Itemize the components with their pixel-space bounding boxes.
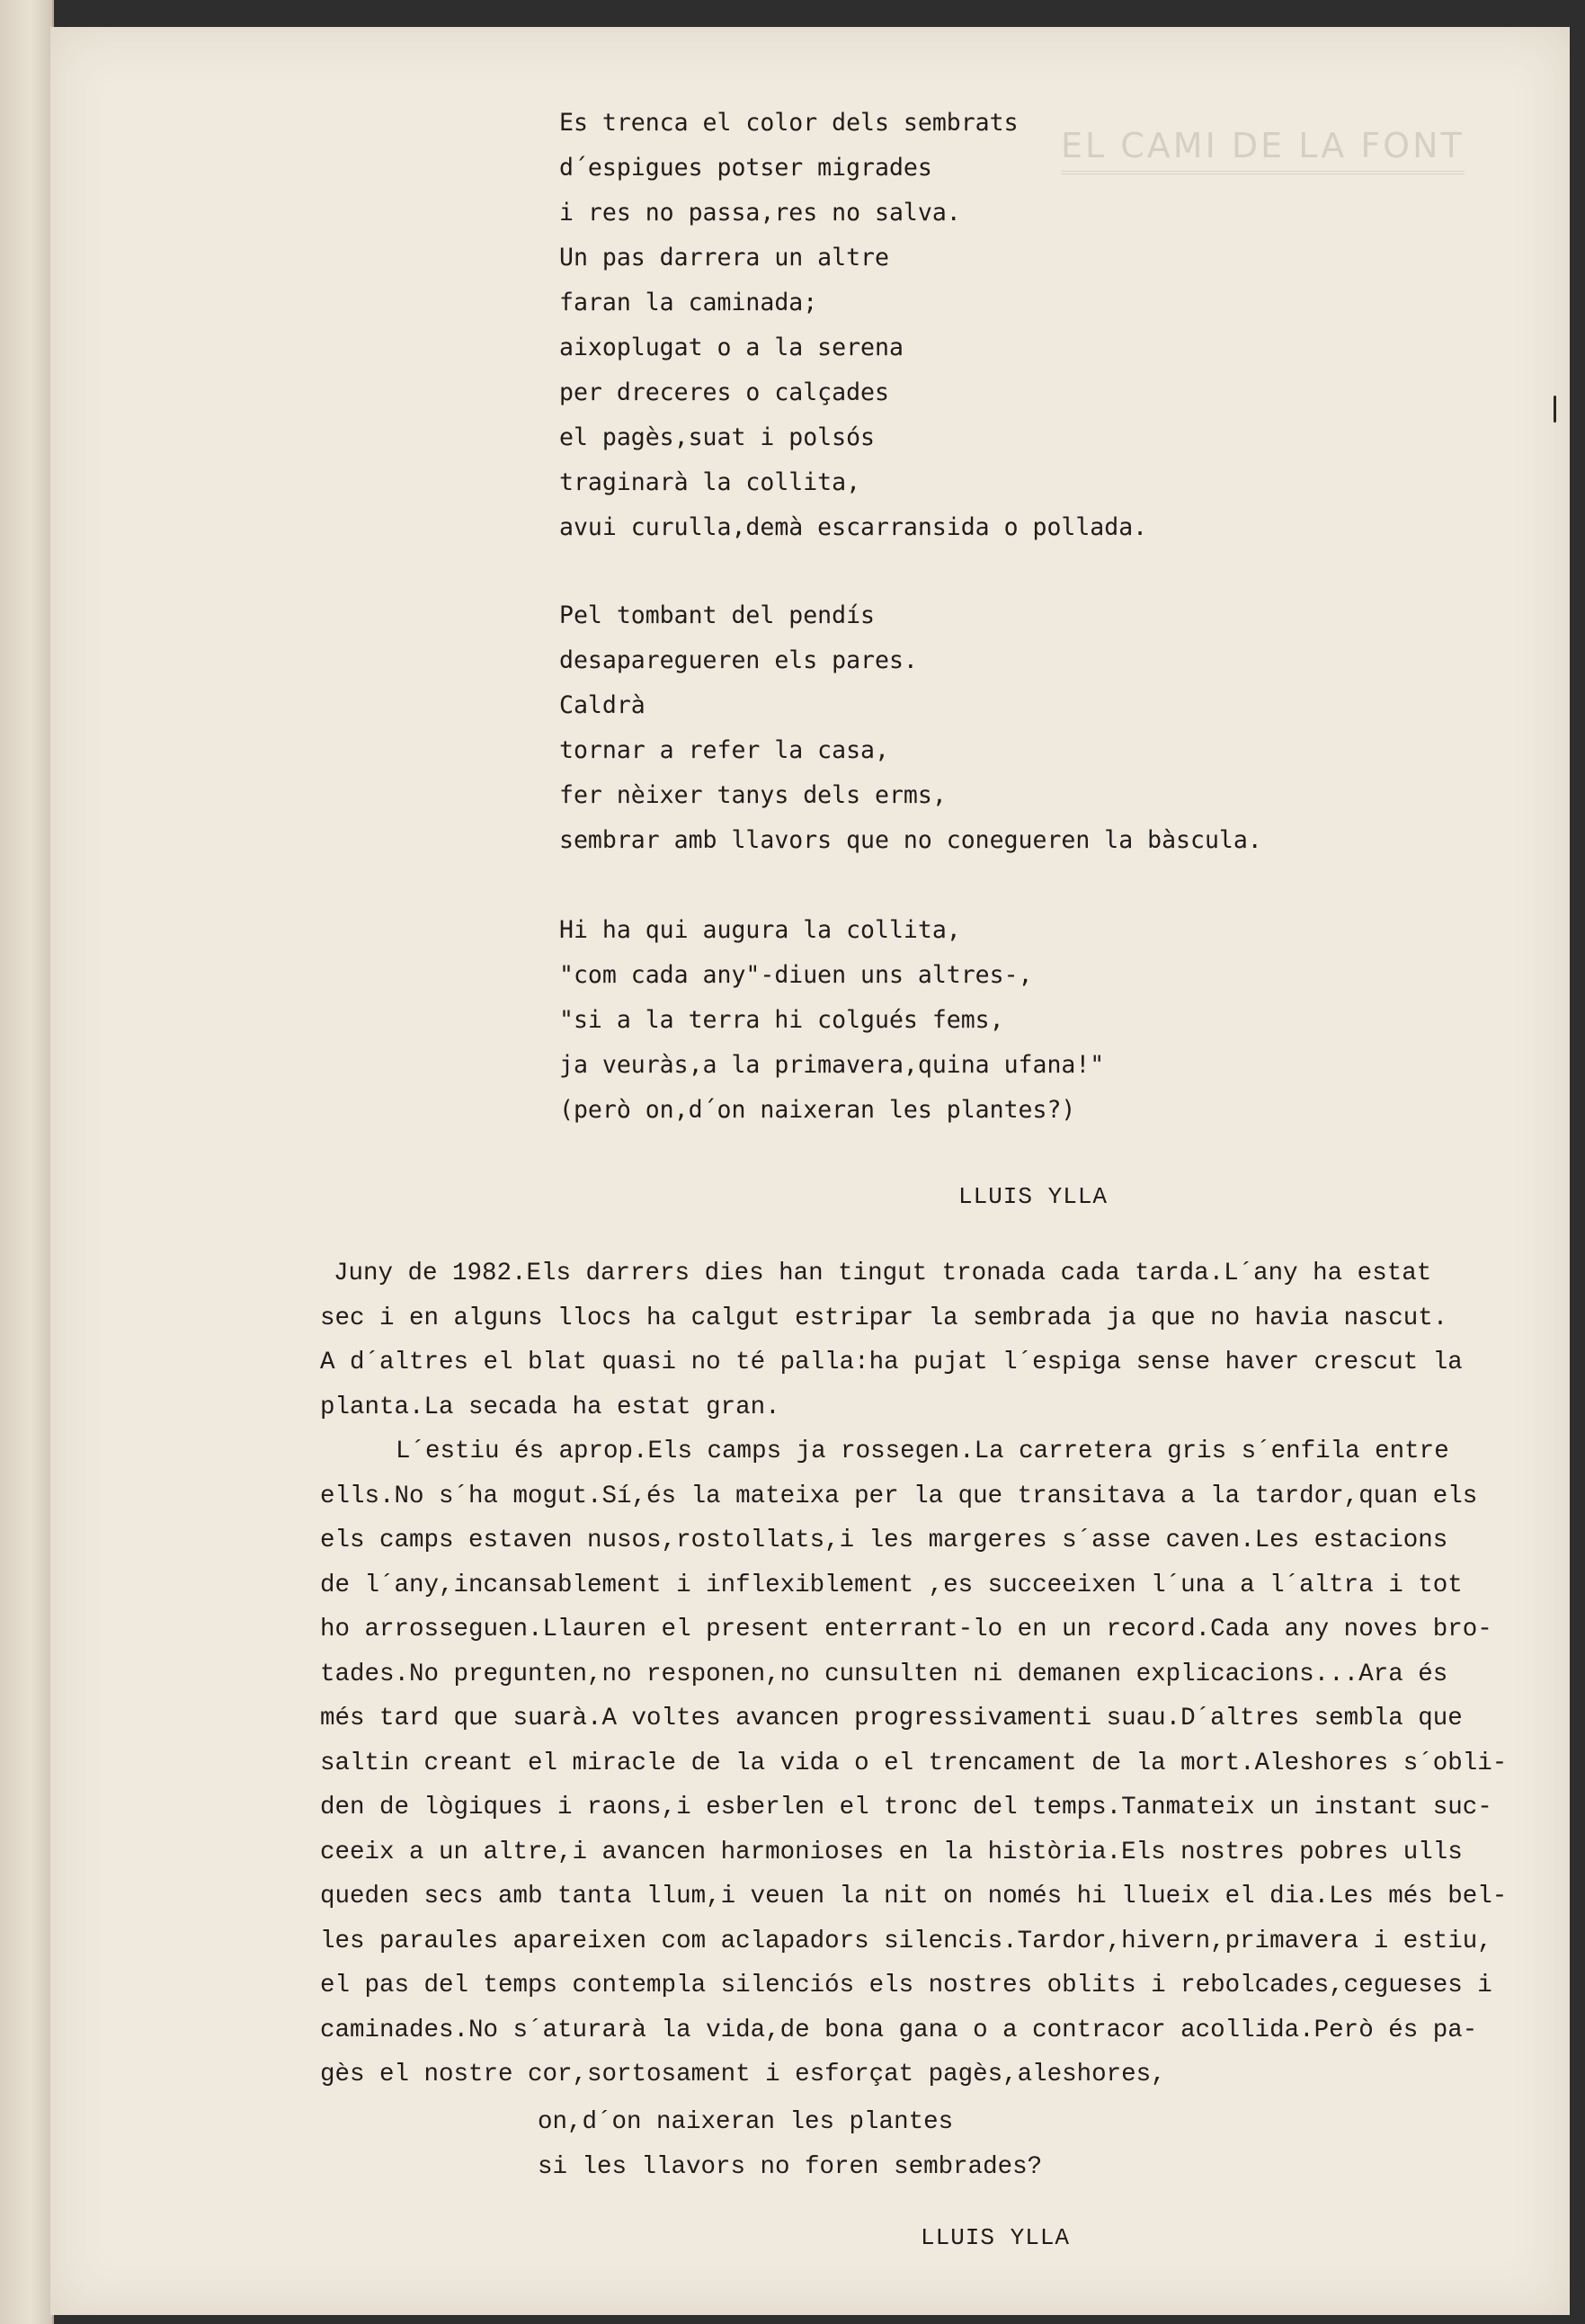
- bleed-through-title: EL CAMI DE LA FONT: [1061, 126, 1465, 174]
- poem-line: Es trenca el color dels sembrats: [559, 109, 1019, 137]
- prose-line: ceeix a un altre,i avancen harmonioses en la història.Els nostres pobres ulls: [320, 1838, 1463, 1866]
- prose-line: sec i en alguns llocs ha calgut estripar la sembrada ja que no havia nascut.: [320, 1304, 1448, 1332]
- prose-line: les paraules apareixen com aclapadors silencis.Tardor,hivern,primavera i estiu,: [320, 1927, 1492, 1955]
- poem-line: "si a la terra hi colgués fems,: [559, 1006, 1004, 1034]
- prose-line: caminades.No s´aturarà la vida,de bona gana o a contracor acollida.Però és pa-: [320, 2016, 1478, 2044]
- poem-line: el pagès,suat i polsós: [559, 423, 875, 451]
- poem-author: LLUIS YLLA: [958, 1183, 1109, 1210]
- poem-stanza-1: [559, 101, 1147, 550]
- poem-line: Pel tombant del pendís: [559, 601, 875, 629]
- prose-line: ells.No s´ha mogut.Sí,és la mateixa per la que transitava a la tardor,quan els: [320, 1482, 1478, 1510]
- poem-line: i res no passa,res no salva.: [559, 199, 961, 227]
- poem-line: aixoplugat o a la serena: [559, 334, 904, 361]
- left-page-edge: [0, 0, 54, 2324]
- poem-stanza-2: [559, 593, 1262, 863]
- prose-line: Juny de 1982.Els darrers dies han tingut tronada cada tarda.L´any ha estat: [334, 1260, 1432, 1287]
- paper-mark: [1554, 396, 1556, 423]
- prose-line: L´estiu és aprop.Els camps ja rossegen.La carretera gris s´enfila entre: [396, 1438, 1449, 1465]
- poem-line: desaparegueren els pares.: [559, 646, 918, 674]
- poem-line: (però on,d´on naixeran les plantes?): [559, 1096, 1076, 1124]
- poem-line: sembrar amb llavors que no conegueren la bàscula.: [559, 826, 1262, 854]
- prose-line: ho arrosseguen.Llauren el present enterrant-lo en un record.Cada any noves bro-: [320, 1616, 1492, 1643]
- prose-line: els camps estaven nusos,rostollats,i les margeres s´asse caven.Les estacions: [320, 1527, 1448, 1554]
- poem-stanza-3: [559, 908, 1104, 1133]
- prose-line: planta.La secada ha estat gran.: [320, 1393, 780, 1421]
- prose-line: de l´any,incansablement i inflexiblement ,es succeeixen l´una a l´altra i tot: [320, 1571, 1463, 1599]
- poem-line: "com cada any"-diuen uns altres-,: [559, 961, 1033, 989]
- prose-line: queden secs amb tanta llum,i veuen la nit on només hi llueix el dia.Les més bel-: [320, 1883, 1508, 1910]
- closing-line: si les llavors no foren sembrades?: [538, 2153, 1043, 2181]
- poem-line: ja veuràs,a la primavera,quina ufana!": [559, 1051, 1105, 1079]
- poem-line: Caldrà: [559, 691, 646, 719]
- closing-lines: [538, 2100, 1042, 2190]
- poem-line: Hi ha qui augura la collita,: [559, 916, 961, 944]
- poem-line: traginarà la collita,: [559, 468, 861, 496]
- poem-line: tornar a refer la casa,: [559, 736, 889, 764]
- prose-paragraphs: [320, 1251, 1508, 2097]
- prose-line: tades.No pregunten,no responen,no cunsulten ni demanen explicacions...Ara és: [320, 1660, 1448, 1688]
- poem-line: fer nèixer tanys dels erms,: [559, 781, 947, 809]
- prose-line: A d´altres el blat quasi no té palla:ha pujat l´espiga sense haver crescut la: [320, 1349, 1463, 1376]
- prose-line: més tard que suarà.A voltes avancen progressivamenti suau.D´altres sembla que: [320, 1705, 1463, 1732]
- poem-line: avui curulla,demà escarransida o pollada.: [559, 513, 1148, 541]
- poem-line: d´espigues potser migrades: [559, 154, 932, 182]
- prose-line: el pas del temps contempla silenciós els nostres oblits i rebolcades,cegueses i: [320, 1972, 1492, 1999]
- prose-author: LLUIS YLLA: [921, 2224, 1071, 2251]
- prose-line: saltin creant el miracle de la vida o el trencament de la mort.Aleshores s´obli-: [320, 1749, 1508, 1777]
- prose-line: gès el nostre cor,sortosament i esforçat pagès,aleshores,: [320, 2061, 1166, 2088]
- prose-line: den de lògiques i raons,i esberlen el tronc del temps.Tanmateix un instant suc-: [320, 1794, 1492, 1821]
- closing-line: on,d´on naixeran les plantes: [538, 2108, 954, 2136]
- poem-line: per dreceres o calçades: [559, 378, 889, 406]
- poem-line: Un pas darrera un altre: [559, 244, 889, 272]
- poem-line: faran la caminada;: [559, 289, 818, 316]
